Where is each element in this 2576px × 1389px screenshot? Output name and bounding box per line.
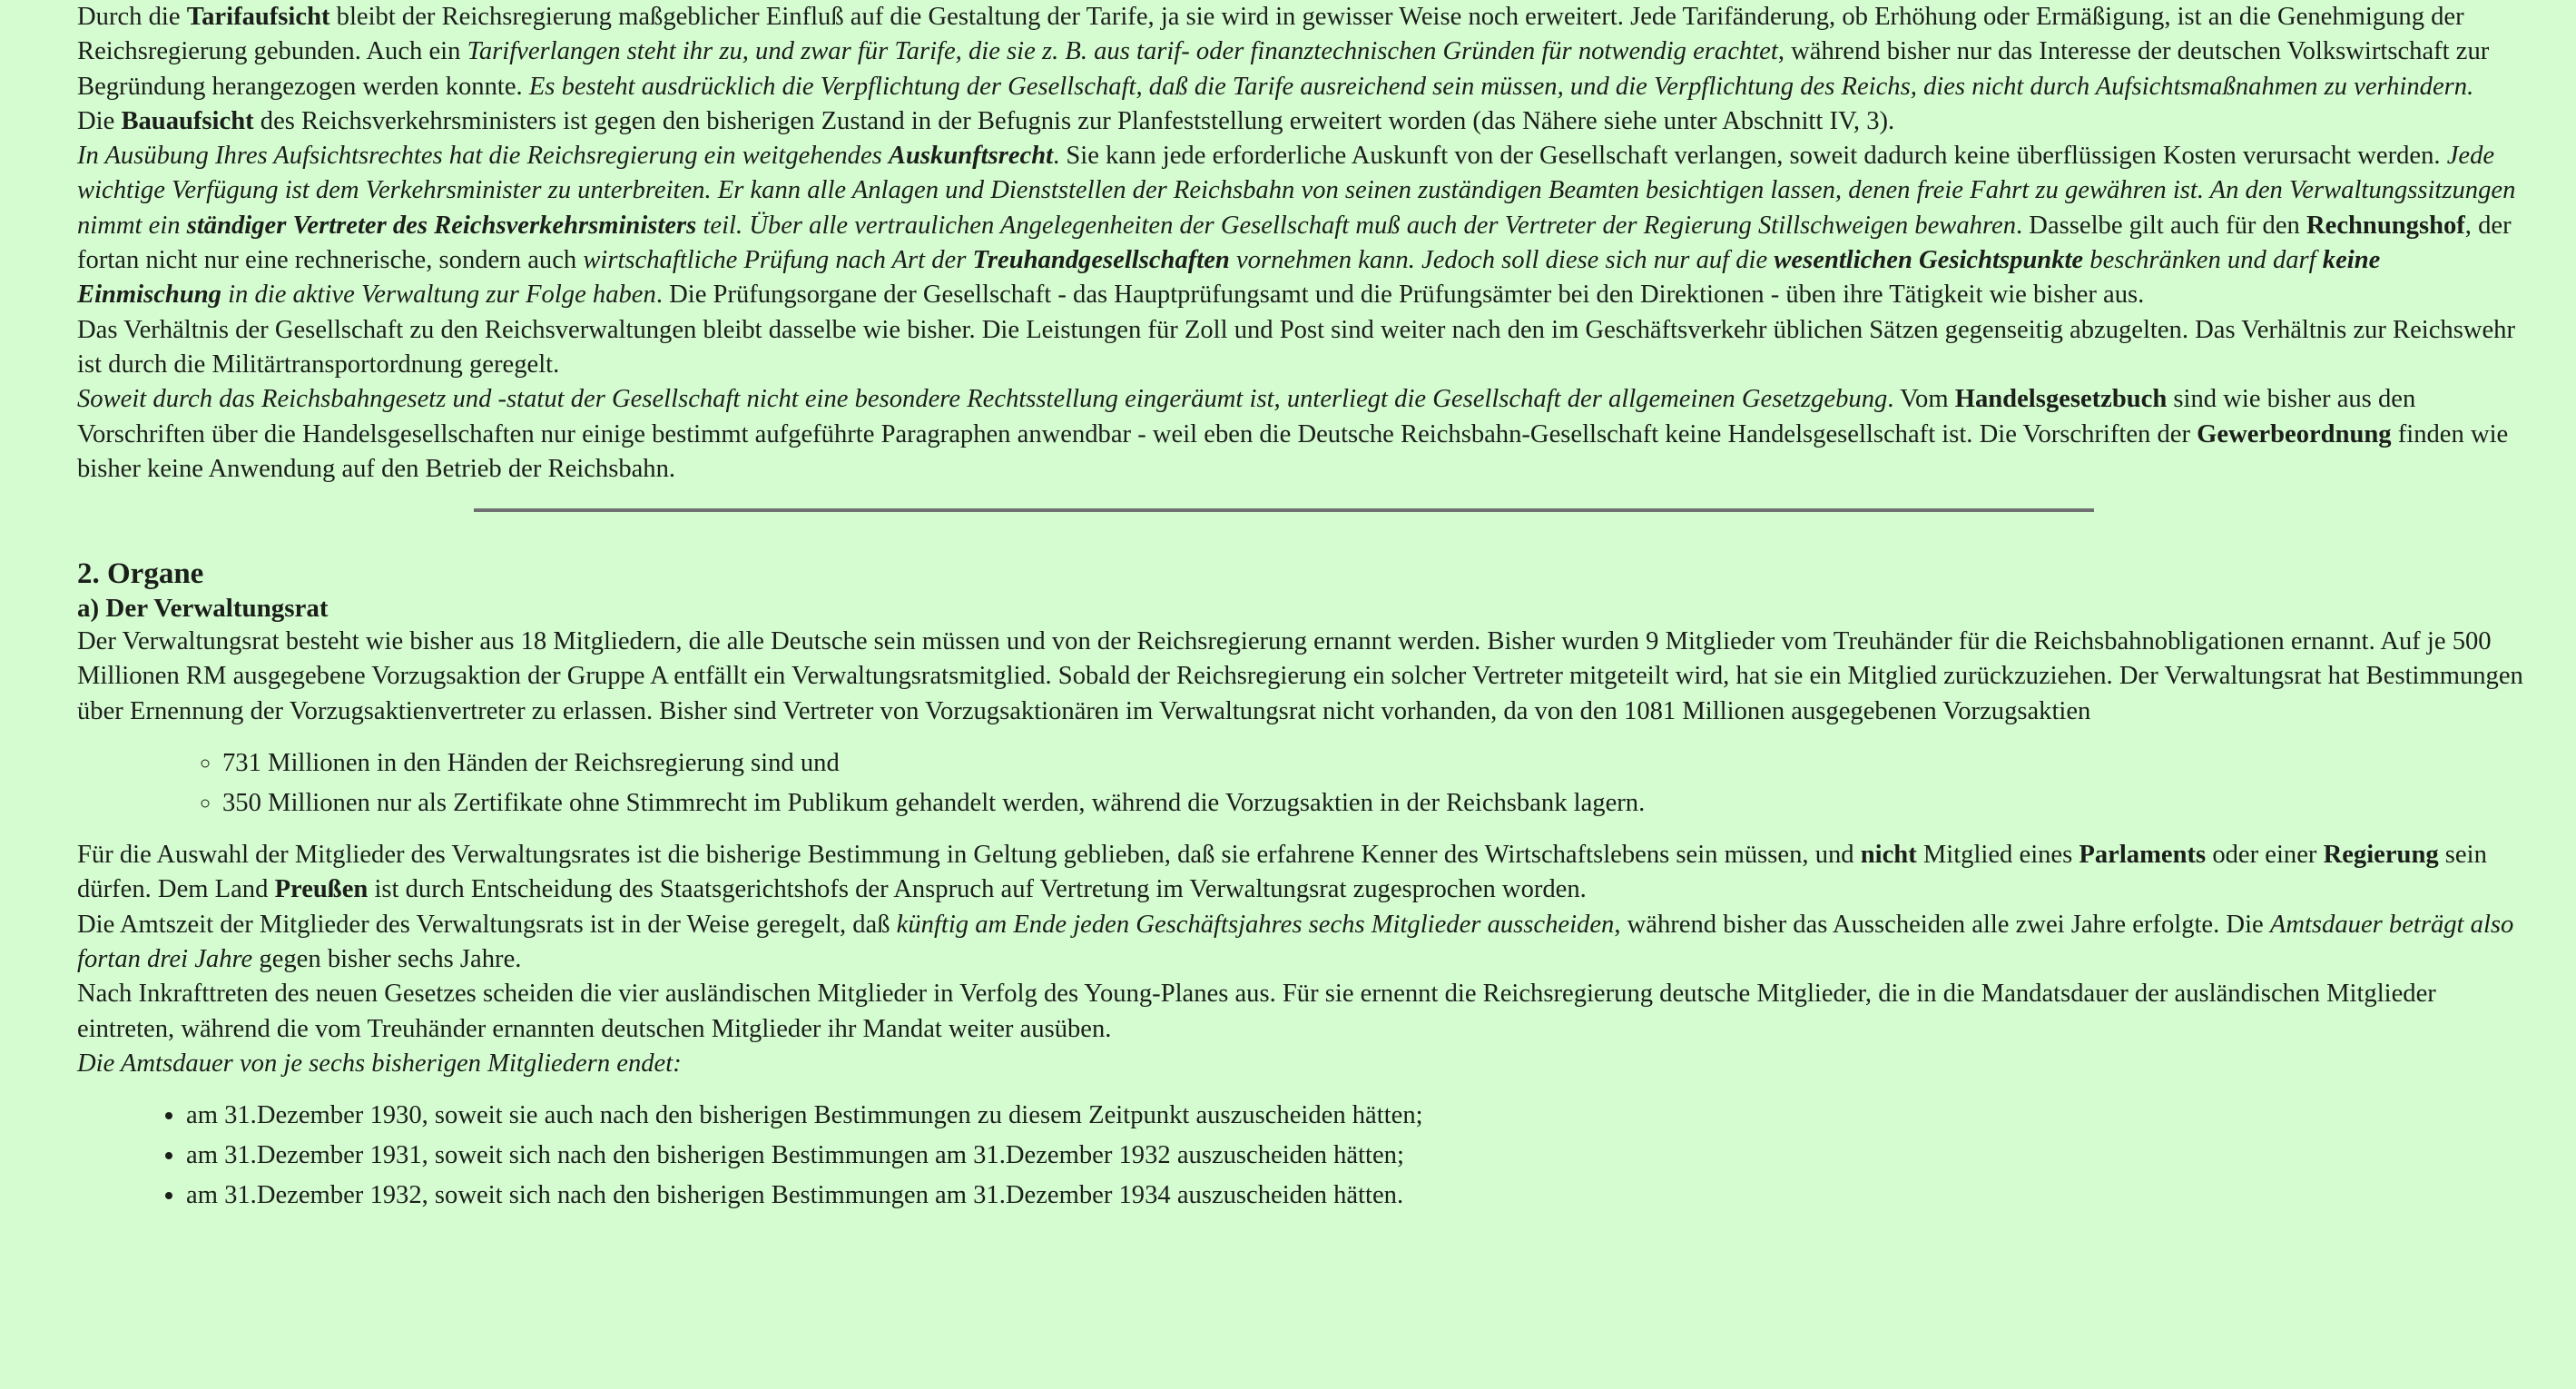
paragraph-amtsdauer: Die Amtsdauer von je sechs bisherigen Mitgliedern endet: <box>77 1049 682 1078</box>
document-page <box>77 0 2528 1216</box>
list-item: • am 31.Dezember 1930, soweit sie auch nach den bisherigen Bestimmungen zu diesem Zeitpunkt auszuscheiden hätten; <box>186 1096 2528 1136</box>
paragraph-auskunftsrecht: In Ausübung Ihres Aufsichtsrechtes hat die Reichsregierung ein weitgehendes Auskunftsrecht. Sie kann jede erforderliche Auskunft von der Gesellschaft verlangen, soweit dadurch keine überflüssigen Kosten verursacht werden. Jede wichtige Verfügung ist dem Verkehrsminister zu unterbreiten. Er kann alle Anlagen und Dienststellen der Reichsbahn von seinen zuständigen Beamten besichtigen lassen, denen freie Fahrt zu gewähren ist. An den Verwaltungssitzungen nimmt ein ständiger Vertreter des Reichsverkehrsministers teil. Über alle vertraulichen Angelegenheiten der Gesellschaft muß auch der Vertreter der Regierung Stillschweigen bewahren. Dasselbe gilt auch für den Rechnungshof, der fortan nicht nur eine rechnerische, sondern auch wirtschaftliche Prüfung nach Art der Treuhandgesellschaften vornehmen kann. Jedoch soll diese sich nur auf die wesentlichen Gesichtspunkte beschränken und darf keine Einmischung in die aktive Verwaltung zur Folge haben. Die Prüfungsorgane der Gesellschaft - das Hauptprüfungsamt und die Prüfungsämter bei den Direktionen - üben ihre Tätigkeit wie bisher aus. <box>77 142 2516 310</box>
section-divider <box>474 508 2094 512</box>
vorzugsaktien-list <box>77 744 2528 823</box>
paragraph-gesetzgebung: Soweit durch das Reichsbahngesetz und -statut der Gesellschaft nicht eine besondere Rechtsstellung eingeräumt ist, unterliegt die Gesellschaft der allgemeinen Gesetzgebung. Vom Handelsgesetzbuch sind wie bisher aus den Vorschriften über die Handelsgesellschaften nur einige bestimmt aufgeführte Paragraphen anwendbar - weil eben die Deutsche Reichsbahn-Gesellschaft keine Handelsgesellschaft ist. Die Vorschriften der Gewerbeordnung finden wie bisher keine Anwendung auf den Betrieb der Reichsbahn. <box>77 385 2509 483</box>
paragraph-amtszeit: Die Amtszeit der Mitglieder des Verwaltungsrats ist in der Weise geregelt, daß künftig am Ende jeden Geschäftsjahres sechs Mitglieder ausscheiden, während bisher das Ausscheiden alle zwei Jahre erfolgte. Die Amtsdauer beträgt also fortan drei Jahre gegen bisher sechs Jahre. <box>77 910 2514 973</box>
paragraph-reichsverwaltungen: Das Verhältnis der Gesellschaft zu den Reichsverwaltungen bleibt dasselbe wie bisher. Die Leistungen für Zoll und Post sind weiter nach den im Geschäftsverkehr üblichen Sätzen gegenseitig abzugelten. Das Verhältnis zur Reichswehr ist durch die Militärtransportordnung geregelt. <box>77 315 2515 379</box>
list-item: ◦ 350 Millionen nur als Zertifikate ohne Stimmrecht im Publikum gehandelt werden, während die Vorzugsaktien in der Reichsbank lagern. <box>222 783 2528 823</box>
paragraph-bauaufsicht: Die Bauaufsicht des Reichsverkehrsministers ist gegen den bisherigen Zustand in der Befugnis zur Planfeststellung erweitert worden (das Nähere siehe unter Abschnitt IV, 3). <box>77 106 1895 135</box>
list-item: • am 31.Dezember 1931, soweit sich nach den bisherigen Bestimmungen am 31.Dezember 1932 auszuscheiden hätten; <box>186 1136 2528 1176</box>
paragraph-auswahl: Für die Auswahl der Mitglieder des Verwaltungsrates ist die bisherige Bestimmung in Geltung geblieben, daß sie erfahrene Kenner des Wirtschaftslebens sein müssen, und nicht Mitglied eines Parlaments oder einer Regierung sein dürfen. Dem Land Preußen ist durch Entscheidung des Staatsgerichtshofs der Anspruch auf Vertretung im Verwaltungsrat zugesprochen worden. <box>77 841 2487 904</box>
list-item: • am 31.Dezember 1932, soweit sich nach den bisherigen Bestimmungen am 31.Dezember 1934 auszuscheiden hätten. <box>186 1176 2528 1216</box>
paragraph-tarifaufsicht: Durch die Tarifaufsicht bleibt der Reichsregierung maßgeblicher Einfluß auf die Gestaltung der Tarife, ja sie wird in gewisser Weise noch erweitert. Jede Tarifänderung, ob Erhöhung oder Ermäßigung, ist an die Genehmigung der Reichsregierung gebunden. Auch ein Tarifverlangen steht ihr zu, und zwar für Tarife, die sie z. B. aus tarif- oder finanztechnischen Gründen für notwendig erachtet, während bisher nur das Interesse der deutschen Volkswirtschaft zur Begründung herangezogen werden konnte. Es besteht ausdrücklich die Verpflichtung der Gesellschaft, daß die Tarife ausreichend sein müssen, und die Verpflichtung des Reichs, dies nicht durch Aufsichtsmaßnahmen zu verhindern. <box>77 3 2490 101</box>
subsection-title: a) Der Verwaltungsrat <box>77 594 329 624</box>
list-item: ◦ 731 Millionen in den Händen der Reichsregierung sind und <box>222 744 2528 783</box>
section-title: 2. Organe <box>77 557 204 591</box>
paragraph-young-plan: Nach Inkrafttreten des neuen Gesetzes scheiden die vier ausländischen Mitglieder in Verfolg des Young-Planes aus. Für sie ernennt die Reichsregierung deutsche Mitglieder, die in die Mandatsdauer der ausländischen Mitglieder eintreten, während die vom Treuhänder ernannten deutschen Mitglieder ihr Mandat weiter ausüben. <box>77 980 2436 1043</box>
amtsdauer-list <box>77 1096 2528 1216</box>
paragraph-verwaltungsrat: Der Verwaltungsrat besteht wie bisher aus 18 Mitgliedern, die alle Deutsche sein müssen und von der Reichsregierung ernannt werden. Bisher wurden 9 Mitglieder vom Treuhänder für die Reichsbahnobligationen ernannt. Auf je 500 Millionen RM ausgegebene Vorzugsaktion der Gruppe A entfällt ein Verwaltungsratsmitglied. Sobald der Reichsregierung ein solcher Vertreter mitgeteilt wird, hat sie ein Mitglied zurückzuziehen. Der Verwaltungsrat hat Bestimmungen über Ernennung der Vorzugsaktienvertreter zu erlassen. Bisher sind Vertreter von Vorzugsaktionären im Verwaltungsrat nicht vorhanden, da von den 1081 Millionen ausgegebenen Vorzugsaktien <box>77 627 2523 725</box>
